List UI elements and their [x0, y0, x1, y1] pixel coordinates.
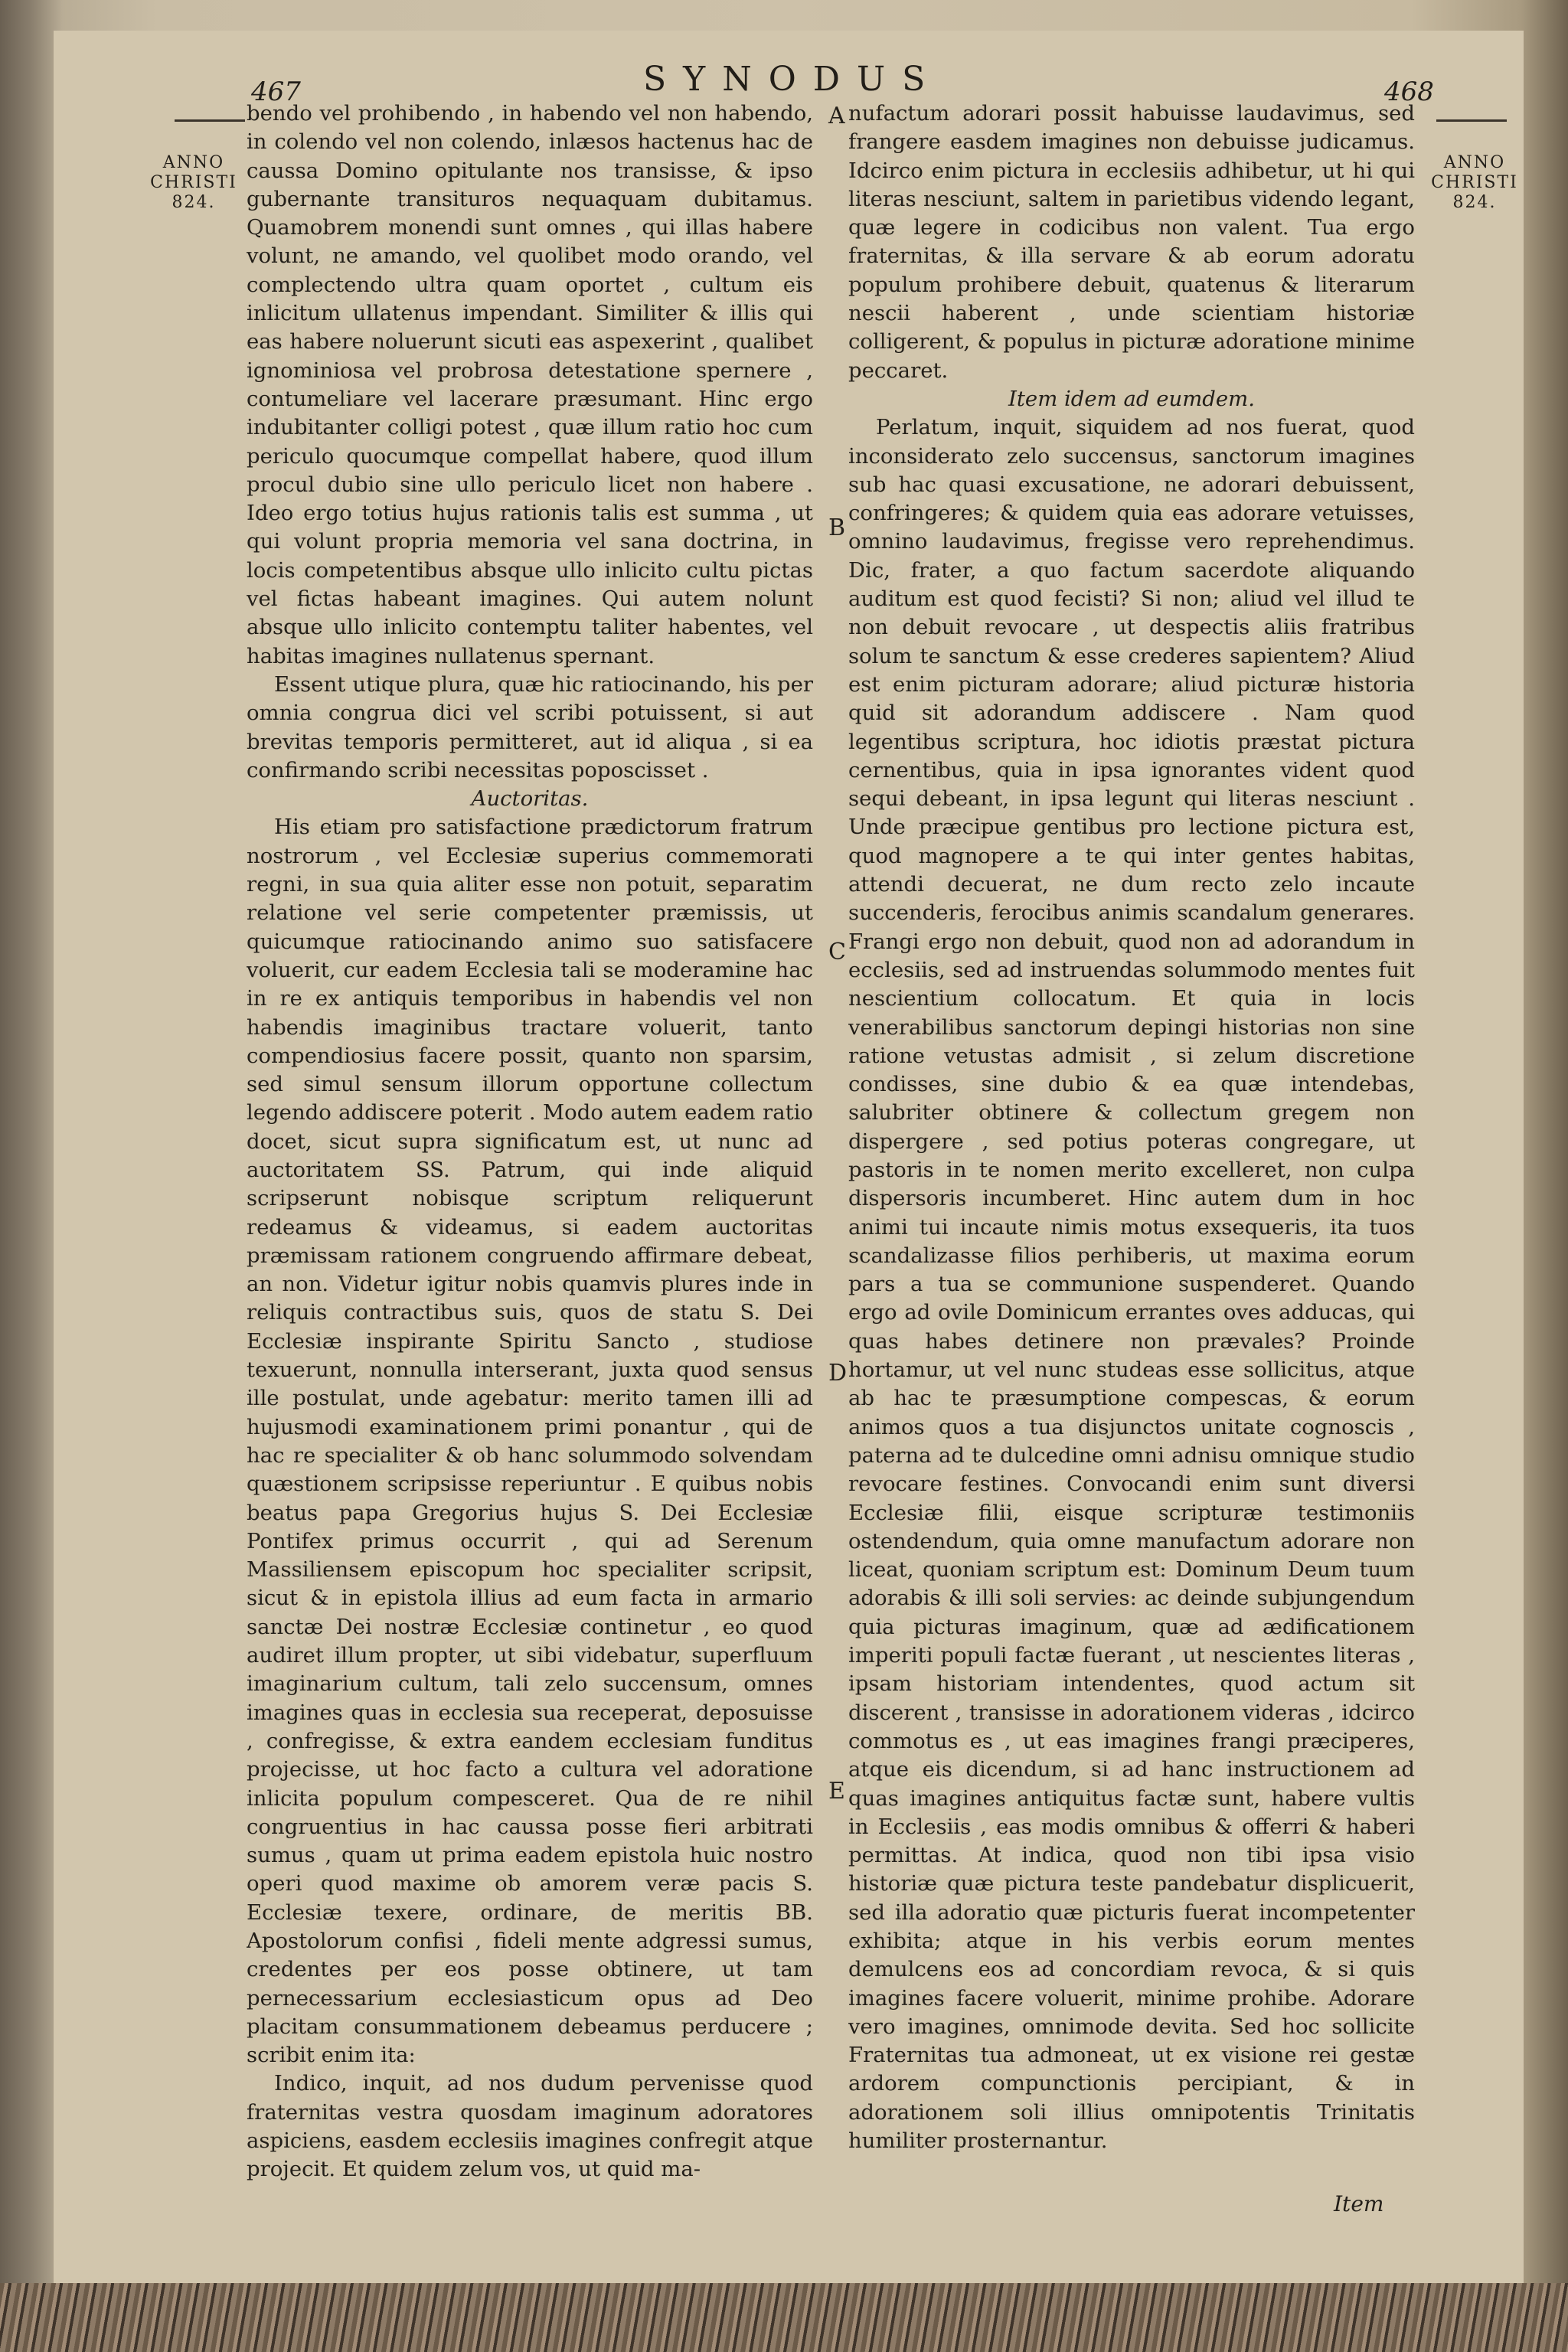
- section-letter-d: D: [828, 1360, 848, 1387]
- margin-rule-left: [175, 119, 245, 122]
- right-column: [848, 100, 1415, 2182]
- bottom-fringe: [0, 2283, 1568, 2352]
- margin-note-right: ANNO CHRISTI 824.: [1431, 153, 1518, 212]
- paragraph: Perlatum, inquit, siquidem ad nos fuerat, quod inconsiderato zelo succensus, sanctorum imagines sub hac quasi excusatione, ne adorari debuissent, confringeres; & quidem quia eas adorare vetuisses, omnino laudavimus, fregisse vero reprehendimus. Dic, frater, a quo factum sacerdote aliquando auditum est quod fecisti? Si non; aliud vel illud te non debuit revocare , ut despectis aliis fratribus solum te sanctum & esse crederes sapientem? Aliud est enim picturam adorare; aliud picturæ historia quid sit adorandum addiscere . Nam quod legentibus scriptura, hoc idiotis præstat pictura cernentibus, quia in ipsa ignorantes vident quod sequi debeant, in ipsa legunt qui literas nesciunt . Unde præcipue gentibus pro lectione pictura est, quod magnopere a te qui inter gentes habitas, attendi decuerat, ne dum recto zelo incaute succenderis, ferocibus animis scandalum generares. Frangi ergo non debuit, quod non ad adorandum in ecclesiis, sed ad instruendas solummodo mentes fuit nescientium collocatum. Et quia in locis venerabilibus sanctorum depingi historias non sine ratione vetustas admisit , si zelum discretione condisses, sine dubio & ea quæ intendebas, salubriter obtinere & collectum gregem non dispergere , sed potius poteras congregare, ut pastoris in te nomen merito excelleret, non culpa dispersoris incumberet. Hinc autem dum in hoc animi tui incaute nimis motus exsequeris, ita tuos scandalizasse filios perhiberis, ut maxima eorum pars a tua se communione suspenderet. Quando ergo ad ovile Dominicum errantes oves adducas, qui quas habes detinere non prævales? Proinde hortamur, ut vel nunc studeas esse sollicitus, atque ab hac te præsumptione compescas, & eorum animos quos a tua disjunctos unitate cognoscis , paterna ad te dulcedine omni adnisu omnique studio revocare festines. Convocandi enim sunt diversi Ecclesiæ filii, eisque scripturæ testimoniis ostendendum, quia omne manufactum adorare non liceat, quoniam scriptum est: Dominum Deum tuum adorabis & illi soli servies: ac deinde subjungendum quia picturas imaginum, quæ ad ædificationem imperiti populi factæ fuerant , ut nescientes literas , ipsam historiam intendentes, quod actum sit discerent , transisse in adorationem videras , idcirco commotus es , ut eas imagines frangi præciperes, atque eis dicendum, si ad hanc instructionem ad quas imagines antiquitus factæ sunt, habere vultis in Ecclesiis , eas modis omnibus & offerri & haberi permittas. At indica, quod non tibi ipsa visio historiæ quæ pictura teste pandebatur displicuerit, sed illa adoratio quæ picturis fuerat incompetenter exhibita; atque in his verbis eorum mentes demulcens eos ad concordiam revoca, & si quis imagines facere voluerit, minime prohibe. Adorare vero imagines, omnimode devita. Sed hoc sollicite Fraternitas tua admoneat, ut ex visione rei gestæ ardorem compunctionis percipiant, & in adorationem soli illius omnipotentis Trinitatis humiliter prosternantur.: [848, 415, 1415, 2154]
- page-number-left: 467: [251, 77, 301, 107]
- running-title: SYNODUS: [643, 60, 942, 99]
- paragraph: Indico, inquit, ad nos dudum pervenisse quod fraternitas vestra quosdam imaginum adoratores aspiciens, easdem ecclesiis imagines confregit atque projecit. Et quidem zelum vos, ut quid ma-: [247, 2071, 813, 2182]
- section-heading: Auctoritas.: [471, 786, 589, 812]
- margin-note-left: ANNO CHRISTI 824.: [150, 153, 237, 212]
- margin-rule-right: [1436, 119, 1507, 122]
- paragraph: bendo vel prohibendo , in habendo vel non habendo, in colendo vel non colendo, inlæsos hactenus hac de caussa Domino opitulante nos transisse, & ipso gubernante transituros nequaquam dubitamus. Quamobrem monendi sunt omnes , qui illas habere volunt, ne amando, vel quolibet modo orando, vel complectendo ultra quam oportet , cultum eis inlicitum ullatenus impendant. Similiter & illis qui eas habere noluerunt sicuti eas aspexerint , qualibet ignominiosa vel probrosa detestatione spernere , contumeliare vel lacerare præsumant. Hinc ergo indubitanter colligi potest , quæ illum ratio hoc cum periculo quocumque compellat habere, quod illum procul dubio sine ullo periculo licet non habere . Ideo ergo totius hujus rationis talis est summa , ut qui volunt propria memoria vel sana doctrina, in locis competentibus absque ullo inlicito cultu pictas vel fictas habeant imagines. Qui autem nolunt absque ullo inlicito contemptu taliter habentes, vel habitas imagines nullatenus spernant.: [247, 101, 813, 668]
- section-letter-c: C: [828, 939, 846, 965]
- paragraph: Essent utique plura, quæ hic ratiocinando, his per omnia congrua dici vel scribi potuissent, si aut brevitas temporis permitteret, aut id aliqua , si ea confirmando scribi necessitas poposcisset .: [247, 671, 813, 782]
- page-number-right: 468: [1384, 77, 1434, 107]
- section-heading: Item idem ad eumdem.: [1008, 386, 1255, 411]
- paragraph: His etiam pro satisfactione prædictorum fratrum nostrorum , vel Ecclesiæ superius commemorati regni, in sua quia aliter esse non potuit, separatim relatione vel serie competenter præmissis, ut quicumque ratiocinando animo suo satisfacere voluerit, cur eadem Ecclesia tali se moderamine hac in re ex antiquis temporibus in habendis vel non habendis imaginibus tractare voluerit, tanto compendiosius facere possit, quanto non sparsim, sed simul sensum illorum opportune collectum legendo addiscere poterit . Modo autem eadem ratio docet, sicut supra significatum est, ut nunc ad auctoritatem SS. Patrum, qui inde aliquid scripserunt nobisque scriptum reliquerunt redeamus & videamus, si eadem auctoritas præmissam rationem congruendo affirmare debeat, an non. Videtur igitur nobis quamvis plures inde in reliquis contractibus suis, quos de statu S. Dei Ecclesiæ inspirante Spiritu Sancto , studiose texuerunt, nonnulla interserant, juxta quod sensus ille postulat, unde agebatur: merito tamen illi ad hujusmodi examinationem primi ponantur , qui de hac re specialiter & ob hanc solummodo solvendam quæstionem scripsisse reperiuntur . E quibus nobis beatus papa Gregorius hujus S. Dei Ecclesiæ Pontifex primus occurrit , qui ad Serenum Massiliensem episcopum hoc specialiter scripsit, sicut & in epistola illius ad eum facta in armario sanctæ Dei nostræ Ecclesiæ continetur , eo quod audiret illum propter, ut sibi videbatur, superfluum imaginarium cultum, tali zelo succensum, omnes imagines quas in ecclesia sua receperat, deposuisse , confregisse, & extra eandem ecclesiam funditus projecisse, ut hoc facto a cultura vel adoratione inlicita populum compesceret. Qua de re nihil congruentius in hac caussa posse fieri arbitrati sumus , quam ut prima eadem epistola huic nostro operi quod maxime ob amorem veræ pacis S. Ecclesiæ texere, ordinare, de meritis BB. Apostolorum confisi , fideli mente adgressi sumus, credentes per eos posse obtinere, ut tam pernecessarium ecclesiasticum opus ad Deo placitam consummationem debeamus perducere ; scribit enim ita:: [247, 815, 813, 2068]
- catchword: Item: [1334, 2191, 1384, 2216]
- section-letter-e: E: [828, 1778, 845, 1805]
- paragraph: nufactum adorari possit habuisse laudavimus, sed frangere easdem imagines non debuisse judicamus. Idcirco enim pictura in ecclesiis adhibetur, ut hi qui literas nesciunt, saltem in parietibus videndo legant, quæ legere in codicibus non valent. Tua ergo fraternitas, & illa servare & ab eorum adoratu populum prohibere debuit, quatenus & literarum nescii haberent , unde scientiam historiæ colligerent, & populus in picturæ adoratione minime peccaret.: [848, 101, 1415, 383]
- section-letter-b: B: [828, 514, 846, 541]
- section-letter-a: A: [828, 103, 845, 129]
- left-column: [247, 100, 813, 2182]
